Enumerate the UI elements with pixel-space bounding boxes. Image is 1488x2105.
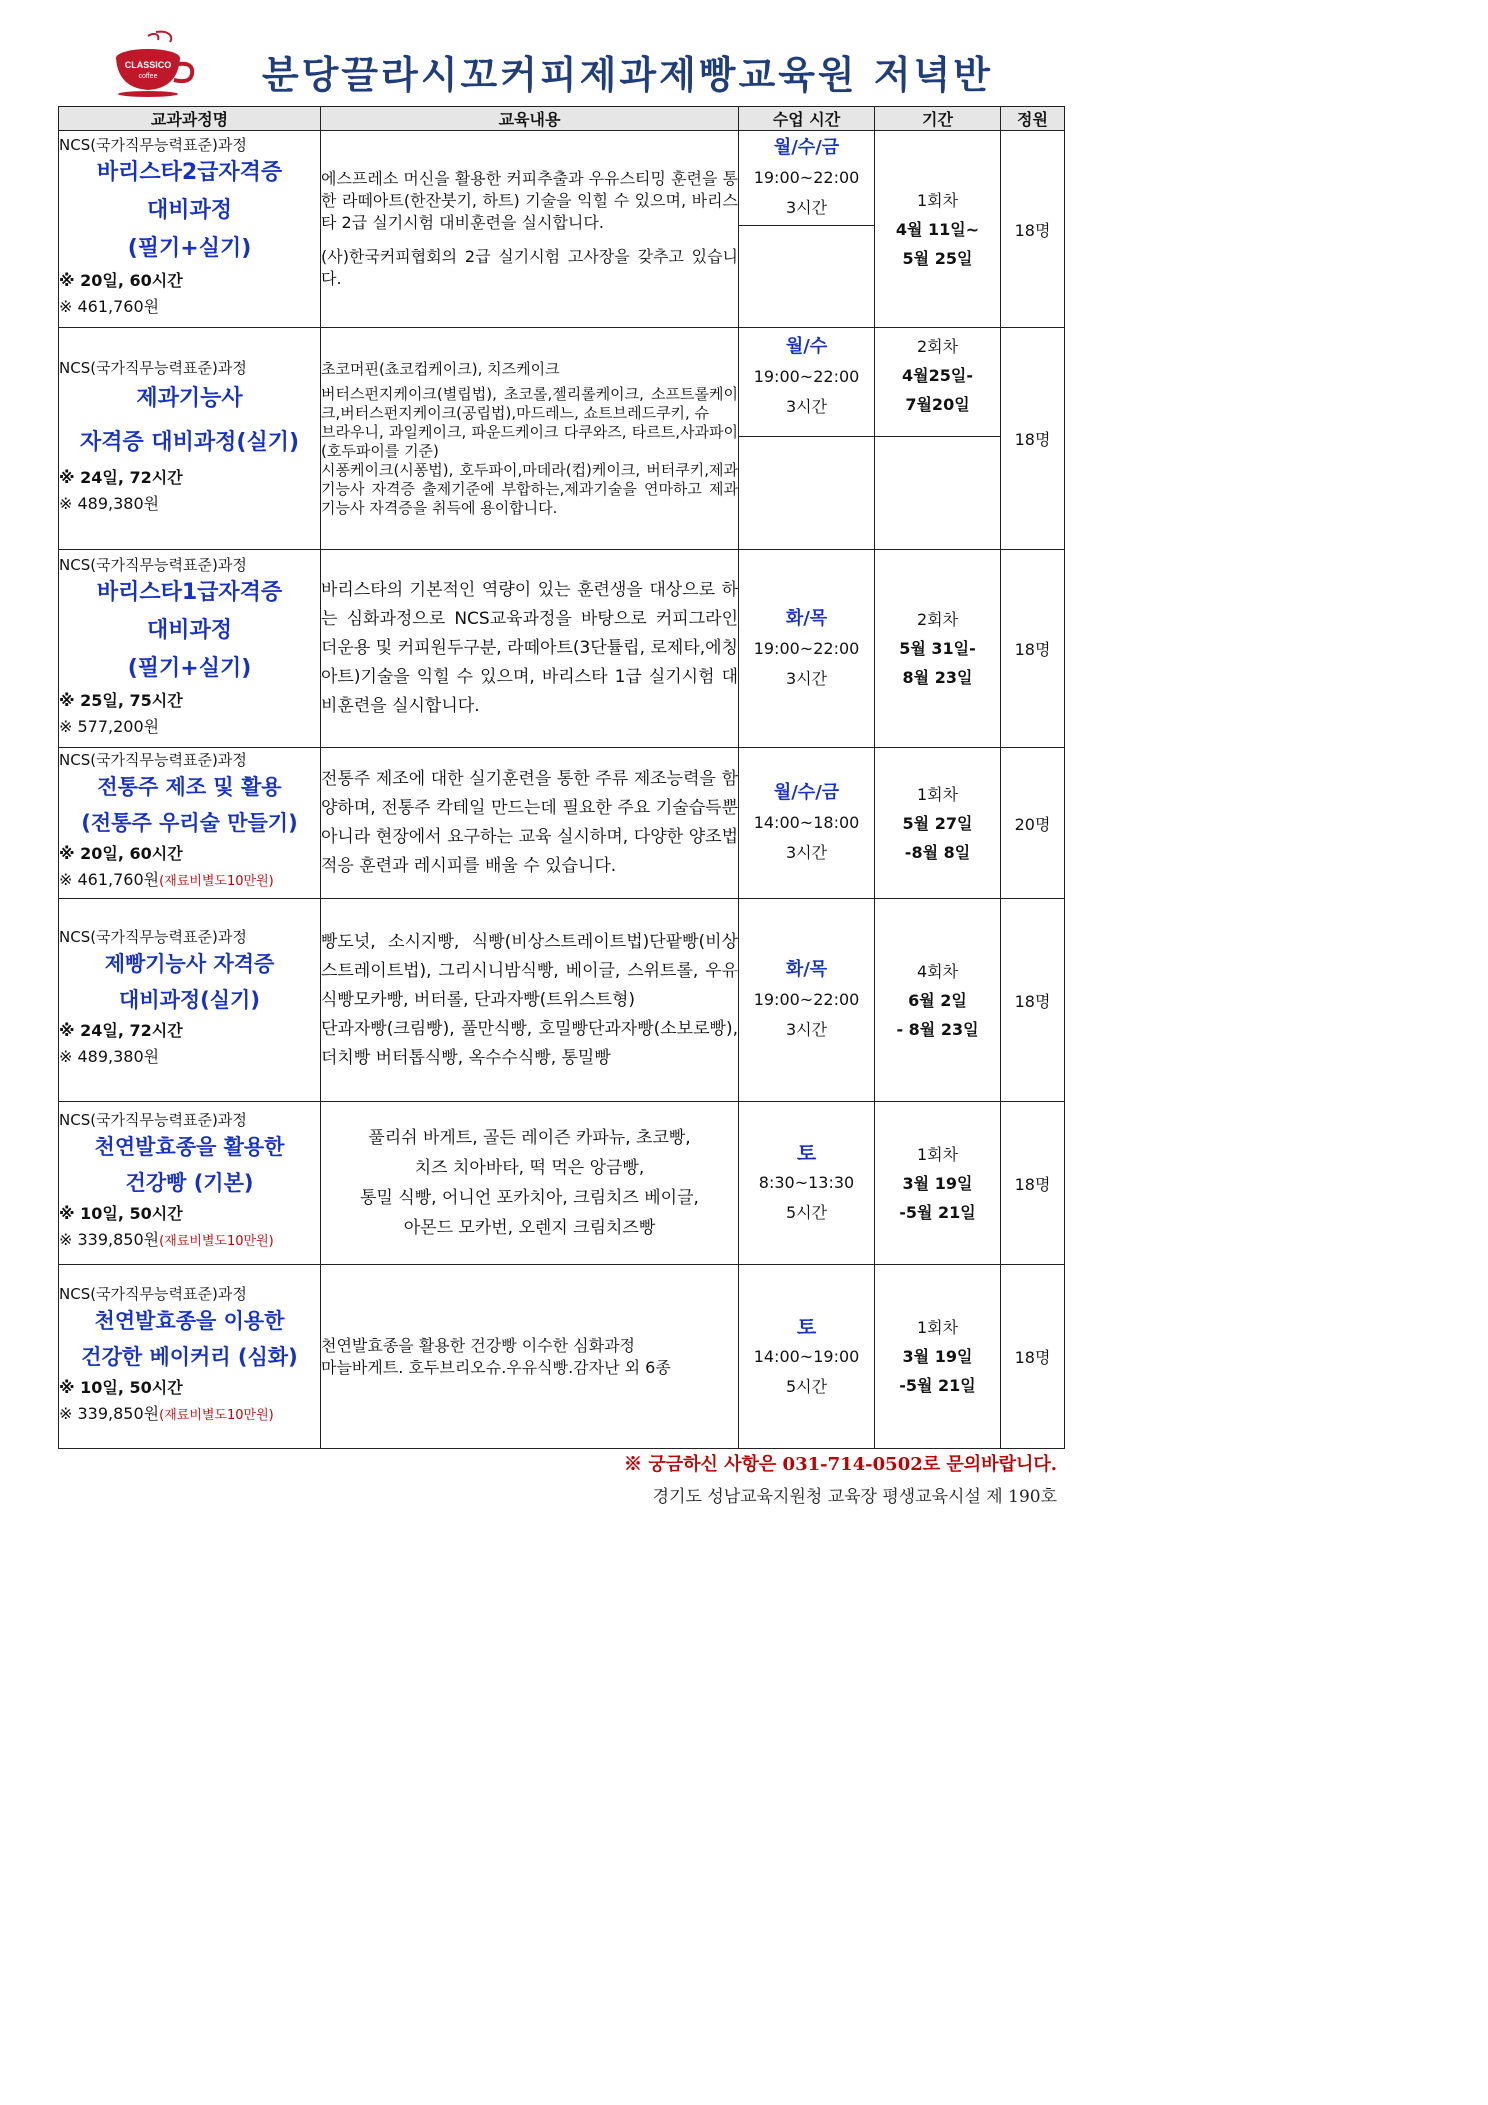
course-days-hours: ※ 24일, 72시간 bbox=[59, 1021, 183, 1040]
course-days-hours: ※ 10일, 50시간 bbox=[59, 1204, 183, 1223]
class-time-range: 14:00~19:00 bbox=[753, 1346, 860, 1366]
content-paragraph: 버터스펀지케이크(별립법), 초코롤,젤리롤케이크, 소프트롤케이크,버터스펀지케이크(공립법),마드레느, 쇼트브레드쿠키, 슈 bbox=[321, 384, 738, 422]
content-paragraph: 에스프레소 머신을 활용한 커피추출과 우유스티밍 훈련을 통한 라떼아트(한잔붓기, 하트) 기술을 익힐 수 있으며, 바리스타 2급 실기시험 대비훈련을 실시합니다. bbox=[321, 169, 738, 232]
price-note: (재료비별도10만원) bbox=[159, 874, 274, 889]
header-course-name: 교과과정명 bbox=[59, 107, 321, 131]
price-value: ※ 577,200원 bbox=[59, 716, 160, 736]
course-cell bbox=[59, 131, 321, 328]
period-start: 3월 19일 bbox=[902, 1347, 973, 1366]
price-note: (재료비별도10만원) bbox=[159, 1407, 274, 1423]
course-name-line: 제과기능사 bbox=[136, 385, 243, 411]
period-round: 2회차 bbox=[916, 337, 959, 356]
classico-coffee-logo bbox=[108, 28, 198, 98]
ncs-label: NCS(국가직무능력표준)과정 bbox=[59, 1111, 247, 1129]
course-name-line: 자격증 대비과정(실기) bbox=[79, 429, 300, 455]
logo-text-classico: CLASSICO bbox=[124, 60, 172, 70]
class-days: 토 bbox=[796, 1141, 817, 1165]
class-days: 월/수/금 bbox=[773, 137, 840, 158]
content-cell bbox=[321, 131, 739, 328]
period-start: 3월 19일 bbox=[902, 1173, 973, 1193]
course-schedule-table bbox=[58, 106, 1065, 1449]
course-cell bbox=[59, 550, 321, 748]
course-name-line: 전통주 제조 및 활용 bbox=[97, 775, 282, 799]
class-time-range: 19:00~22:00 bbox=[753, 990, 860, 1009]
capacity-cell: 20명 bbox=[1001, 748, 1065, 899]
ncs-label: NCS(국가직무능력표준)과정 bbox=[59, 555, 247, 574]
period-cell bbox=[875, 328, 1001, 550]
period-start: 5월 31일- bbox=[899, 639, 976, 658]
course-price bbox=[59, 714, 320, 742]
price-value: ※ 489,380원 bbox=[59, 493, 160, 513]
period-round: 1회차 bbox=[916, 784, 959, 804]
course-price bbox=[59, 491, 320, 519]
course-days-hours: ※ 20일, 60시간 bbox=[59, 844, 183, 863]
content-line: 천연발효종을 활용한 건강빵 이수한 심화과정 bbox=[321, 1335, 636, 1355]
content-paragraph: 단과자빵(크림빵), 풀만식빵, 호밀빵단과자빵(소보로빵), 더치빵 버터톱식빵, 옥수수식빵, 통밀빵 bbox=[321, 1018, 738, 1068]
class-hours: 3시간 bbox=[785, 668, 828, 688]
class-time-range: 8:30~13:30 bbox=[758, 1173, 855, 1192]
class-days: 화/목 bbox=[785, 959, 828, 980]
class-hours: 3시간 bbox=[785, 397, 828, 416]
class-time-range: 14:00~18:00 bbox=[753, 813, 860, 832]
class-hours: 5시간 bbox=[785, 1203, 828, 1222]
table-header-row bbox=[59, 107, 1065, 131]
content-line: 통밀 식빵, 어니언 포카치아, 크림치즈 베이글, bbox=[360, 1188, 699, 1208]
header-capacity: 정원 bbox=[1001, 107, 1065, 131]
course-name-line: 천연발효종을 이용한 bbox=[94, 1308, 285, 1333]
header-class-time: 수업 시간 bbox=[739, 107, 875, 131]
period-cell bbox=[875, 1102, 1001, 1265]
time-cell bbox=[739, 1102, 875, 1265]
period-start: 6월 2일 bbox=[908, 990, 967, 1010]
period-cell bbox=[875, 550, 1001, 748]
course-price bbox=[59, 867, 320, 895]
table-row bbox=[59, 1265, 1065, 1449]
class-days: 월/수 bbox=[785, 336, 828, 357]
time-cell bbox=[739, 899, 875, 1102]
price-value: ※ 461,760원 bbox=[59, 297, 160, 316]
price-value: ※ 489,380원 bbox=[59, 1047, 160, 1066]
course-cell bbox=[59, 328, 321, 550]
content-paragraph: 초코머핀(쵸코컵케이크), 치즈케이크 bbox=[321, 359, 560, 378]
capacity-cell: 18명 bbox=[1001, 131, 1065, 328]
time-cell bbox=[739, 328, 875, 550]
capacity-cell: 18명 bbox=[1001, 1265, 1065, 1449]
content-line: 마늘바게트. 호두브리오슈.우유식빵.감자난 외 6종 bbox=[321, 1357, 671, 1377]
ncs-label: NCS(국가직무능력표준)과정 bbox=[59, 928, 247, 946]
content-cell bbox=[321, 1265, 739, 1449]
page-title: 분당끌라시꼬커피제과제빵교육원 저녁반 bbox=[262, 52, 993, 97]
class-hours: 5시간 bbox=[785, 1376, 828, 1396]
table-row bbox=[59, 1102, 1065, 1265]
capacity-cell: 18명 bbox=[1001, 1102, 1065, 1265]
class-days: 토 bbox=[796, 1314, 817, 1339]
content-paragraph: 바리스타의 기본적인 역량이 있는 훈련생을 대상으로 하는 심화과정으로 NCS교육과정을 바탕으로 커피그라인더운용 및 커피원두구분, 라떼아트(3단튤립, 로제타,에칭아트)기술을 익힐 수 있으며, 바리스타 1급 실기시험 대비훈련을 실시합니다. bbox=[321, 580, 738, 716]
ncs-label: NCS(국가직무능력표준)과정 bbox=[59, 1284, 247, 1303]
course-name-line: 천연발효종을 활용한 bbox=[94, 1135, 285, 1159]
content-cell bbox=[321, 899, 739, 1102]
course-name-line: (필기+실기) bbox=[127, 655, 252, 681]
price-value: ※ 339,850원 bbox=[59, 1403, 160, 1423]
period-round: 2회차 bbox=[916, 610, 959, 629]
period-end: -8월 8일 bbox=[904, 842, 971, 862]
time-cell bbox=[739, 550, 875, 748]
time-cell bbox=[739, 1265, 875, 1449]
time-cell bbox=[739, 131, 875, 328]
course-name-line: 대비과정 bbox=[146, 617, 232, 643]
course-name-line: 대비과정 bbox=[146, 198, 232, 223]
content-line: 아몬드 모카번, 오렌지 크림치즈빵 bbox=[403, 1218, 656, 1238]
period-round: 4회차 bbox=[916, 961, 959, 981]
period-start: 5월 27일 bbox=[902, 813, 973, 833]
course-days-hours: ※ 10일, 50시간 bbox=[59, 1377, 183, 1397]
class-hours: 3시간 bbox=[785, 198, 828, 217]
class-time-range: 19:00~22:00 bbox=[753, 638, 860, 658]
contact-notice: ※ 궁금하신 사항은 031-714-0502로 문의바랍니다. bbox=[624, 1454, 1057, 1475]
class-time-range: 19:00~22:00 bbox=[753, 168, 860, 187]
table-row bbox=[59, 131, 1065, 328]
period-cell bbox=[875, 748, 1001, 899]
course-name-line: 바리스타2급자격증 bbox=[96, 160, 283, 185]
class-days: 월/수/금 bbox=[773, 782, 840, 803]
table-row bbox=[59, 328, 1065, 550]
period-end: 7월20일 bbox=[905, 395, 970, 414]
period-round: 1회차 bbox=[916, 190, 959, 210]
content-paragraph: 브라우니, 과일케이크, 파운드케이크 다쿠와즈, 타르트,사과파이(호두파이를 기준) bbox=[321, 422, 738, 460]
header-period: 기간 bbox=[875, 107, 1001, 131]
content-cell bbox=[321, 1102, 739, 1265]
period-start: 4월25일- bbox=[902, 366, 973, 385]
period-start: 4월 11일~ bbox=[895, 219, 980, 239]
course-price bbox=[59, 1401, 320, 1429]
course-days-hours: ※ 25일, 75시간 bbox=[59, 690, 183, 710]
content-paragraph: (사)한국커피협회의 2급 실기시험 고사장을 갖추고 있습니다. bbox=[321, 247, 738, 288]
course-cell bbox=[59, 1102, 321, 1265]
time-cell bbox=[739, 748, 875, 899]
class-time-range: 19:00~22:00 bbox=[753, 367, 860, 386]
logo-text-coffee: coffee bbox=[138, 73, 158, 80]
class-hours: 3시간 bbox=[785, 1020, 828, 1039]
content-line: 치즈 치아바타, 떡 먹은 앙금빵, bbox=[414, 1158, 645, 1178]
license-notice: 경기도 성남교육지원청 교육장 평생교육시설 제 190호 bbox=[652, 1487, 1057, 1507]
course-name-line: 바리스타1급자격증 bbox=[96, 579, 283, 605]
course-name-line: (필기+실기) bbox=[127, 236, 252, 261]
class-days: 화/목 bbox=[785, 607, 828, 629]
ncs-label: NCS(국가직무능력표준)과정 bbox=[59, 358, 247, 377]
price-value: ※ 461,760원 bbox=[59, 870, 160, 889]
period-cell bbox=[875, 1265, 1001, 1449]
period-cell bbox=[875, 899, 1001, 1102]
capacity-cell: 18명 bbox=[1001, 550, 1065, 748]
table-row bbox=[59, 899, 1065, 1102]
capacity-cell: 18명 bbox=[1001, 328, 1065, 550]
period-end: - 8월 23일 bbox=[896, 1019, 979, 1039]
course-price bbox=[59, 294, 320, 322]
content-paragraph: 빵도넛, 소시지빵, 식빵(비상스트레이트법)단팥빵(비상스트레이트법), 그리시니밤식빵, 베이글, 스위트롤, 우유식빵모카빵, 버터롤, 단과자빵(트위스트형) bbox=[321, 931, 738, 1010]
period-end: -5월 21일 bbox=[899, 1376, 976, 1395]
course-days-hours: ※ 20일, 60시간 bbox=[59, 271, 183, 290]
ncs-label: NCS(국가직무능력표준)과정 bbox=[59, 751, 247, 769]
table-row bbox=[59, 748, 1065, 899]
course-name-line: 건강한 베이커리 (심화) bbox=[81, 1344, 298, 1369]
period-cell bbox=[875, 131, 1001, 328]
period-round: 1회차 bbox=[916, 1144, 959, 1164]
content-cell bbox=[321, 328, 739, 550]
header-content: 교육내용 bbox=[321, 107, 739, 131]
period-end: 5월 25일 bbox=[902, 248, 973, 268]
content-cell bbox=[321, 550, 739, 748]
course-cell bbox=[59, 899, 321, 1102]
course-name-line: 건강빵 (기본) bbox=[125, 1171, 254, 1195]
course-name-line: (전통주 우리술 만들기) bbox=[81, 811, 298, 835]
content-line: 풀리쉬 바게트, 골든 레이즌 카파뉴, 초코빵, bbox=[368, 1128, 691, 1148]
course-cell bbox=[59, 1265, 321, 1449]
price-note: (재료비별도10만원) bbox=[159, 1234, 274, 1249]
period-end: -5월 21일 bbox=[899, 1202, 976, 1222]
course-price bbox=[59, 1044, 320, 1072]
course-cell bbox=[59, 748, 321, 899]
content-paragraph: 전통주 제조에 대한 실기훈련을 통한 주류 제조능력을 함양하며, 전통주 칵테일 만드는데 필요한 주요 기술습득뿐 아니라 현장에서 요구하는 교육 실시하며, 다양한 양조법 적응 훈련과 레시피를 배울 수 있습니다. bbox=[321, 769, 738, 876]
content-cell bbox=[321, 748, 739, 899]
table-row bbox=[59, 550, 1065, 748]
course-days-hours: ※ 24일, 72시간 bbox=[59, 467, 183, 487]
capacity-cell: 18명 bbox=[1001, 899, 1065, 1102]
course-price bbox=[59, 1227, 320, 1255]
content-paragraph: 시퐁케이크(시퐁법), 호두파이,마데라(컵)케이크, 버터쿠키,제과기능사 자격증 출제기준에 부합하는,제과기술을 연마하고 제과기능사 자격증을 취득에 용이합니다. bbox=[321, 460, 738, 517]
price-value: ※ 339,850원 bbox=[59, 1230, 160, 1249]
course-name-line: 대비과정(실기) bbox=[119, 988, 260, 1012]
course-name-line: 제빵기능사 자격증 bbox=[104, 952, 275, 976]
class-hours: 3시간 bbox=[785, 843, 828, 862]
ncs-label: NCS(국가직무능력표준)과정 bbox=[59, 136, 247, 154]
period-end: 8월 23일 bbox=[902, 668, 973, 687]
period-round: 1회차 bbox=[916, 1318, 959, 1337]
